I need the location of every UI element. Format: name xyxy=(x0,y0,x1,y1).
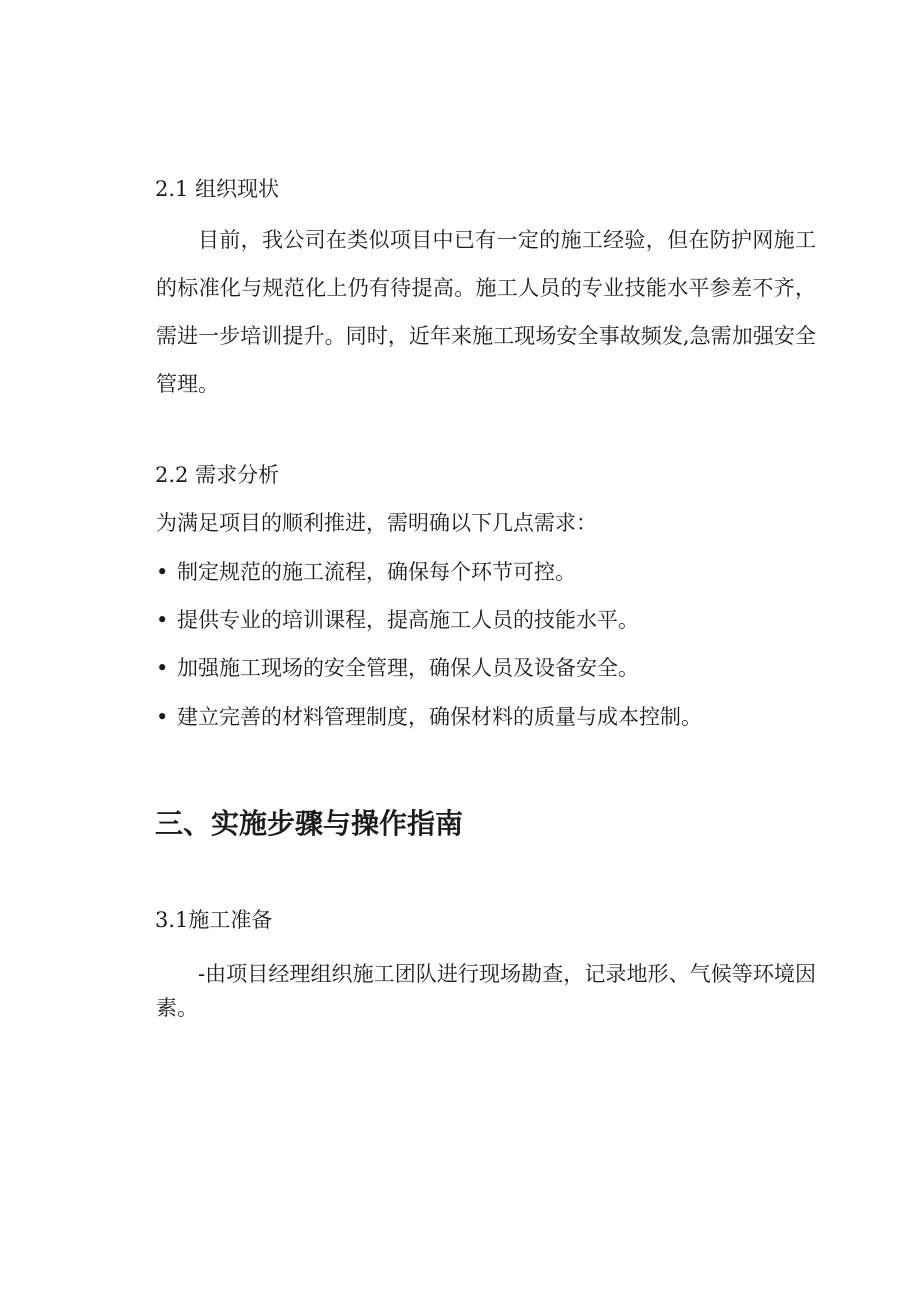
section-3-1-paragraph: -由项目经理组织施工团队进行现场勘查，记录地形、气候等环境因素。 xyxy=(156,962,816,1020)
section-2-2-heading: 2.2 需求分析 xyxy=(155,463,280,487)
requirement-item-1 xyxy=(156,558,576,586)
requirement-item-text: 提供专业的培训课程，提高施工人员的技能水平。 xyxy=(177,608,639,632)
section-3-1-heading: 3.1施工准备 xyxy=(155,908,273,932)
bullet-icon: • xyxy=(156,705,169,729)
requirement-item-text: 加强施工现场的安全管理，确保人员及设备安全。 xyxy=(177,656,639,680)
section-3-heading: 三、实施步骤与操作指南 xyxy=(155,807,464,840)
requirement-item-4 xyxy=(156,703,702,731)
requirement-item-text: 建立完善的材料管理制度，确保材料的质量与成本控制。 xyxy=(177,705,702,729)
section-2-1-heading: 2.1 组织现状 xyxy=(155,177,280,201)
section-2-2-intro: 为满足项目的顺利推进，需明确以下几点需求： xyxy=(156,511,597,535)
bullet-icon: • xyxy=(156,656,169,680)
requirement-item-2 xyxy=(156,606,639,634)
requirement-item-3 xyxy=(156,654,639,682)
bullet-icon: • xyxy=(156,608,169,632)
section-2-1-paragraph: 目前，我公司在类似项目中已有一定的施工经验，但在防护网施工的标准化与规范化上仍有待提高。施工人员的专业技能水平参差不齐，需进一步培训提升。同时，近年来施工现场安全事故频发,急需加强安全管理。 xyxy=(156,228,816,396)
bullet-icon: • xyxy=(156,560,169,584)
requirement-item-text: 制定规范的施工流程，确保每个环节可控。 xyxy=(177,560,576,584)
